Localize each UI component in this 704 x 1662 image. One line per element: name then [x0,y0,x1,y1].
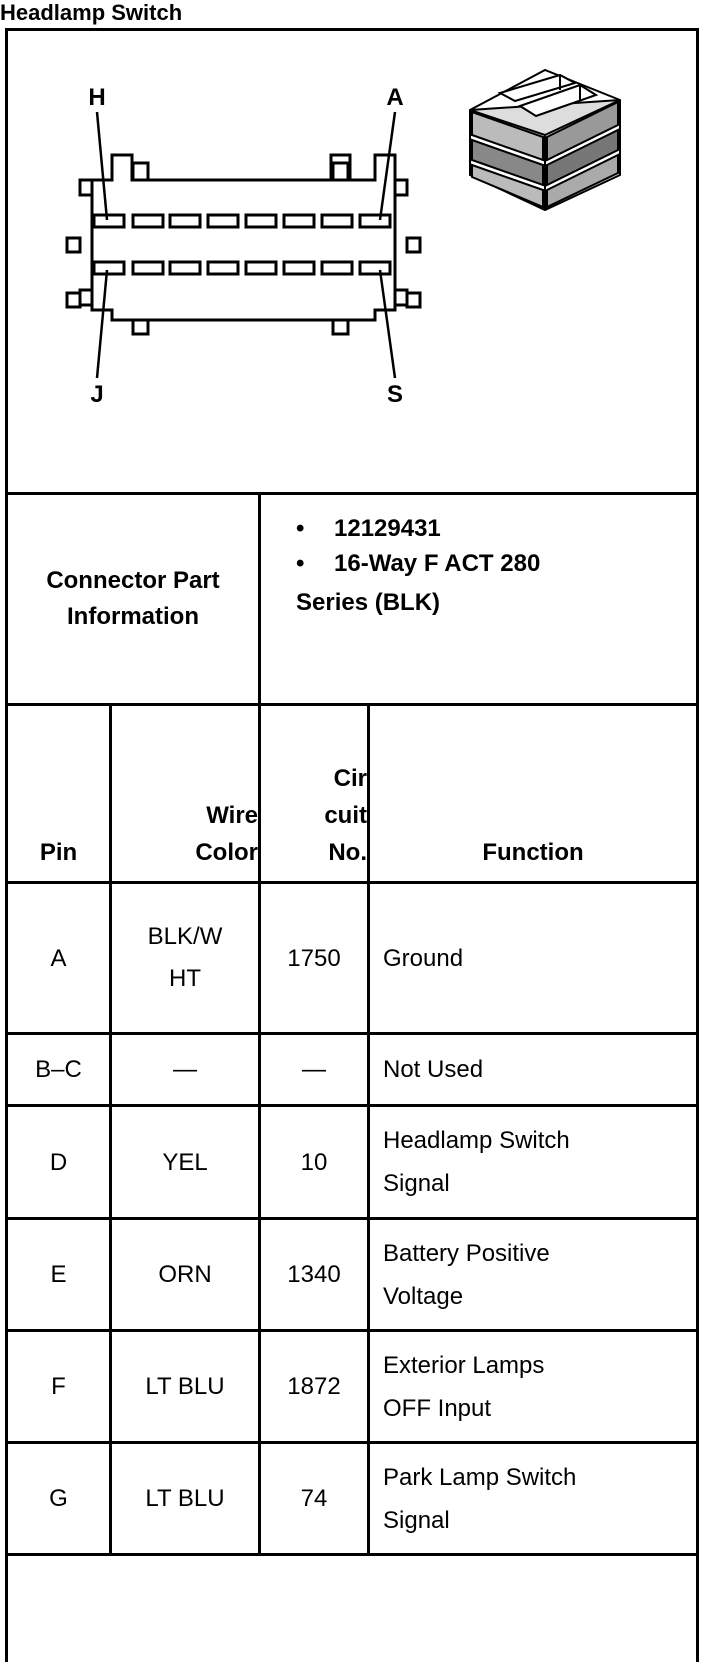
row-bc-circuit: — [302,1056,326,1083]
part-number: 12129431 [334,515,441,542]
header-circuit-line1: Cir [333,765,367,792]
row-a-wire-line1: BLK/W [147,923,223,950]
row-f-pin: F [51,1373,66,1400]
row-f-function [383,1332,693,1441]
cavity [246,215,276,227]
connector-info-label-line1: Connector Part [46,567,220,594]
row-a-wire-line2: HT [169,965,201,992]
row-bc-wire-color: — [173,1056,197,1083]
side-tab [407,293,420,307]
cavity [360,262,390,274]
row-e-function-line2: Voltage [383,1282,464,1310]
row-a-function: Ground [383,944,464,972]
row-d-function-line2: Signal [383,1170,450,1197]
row-g-circuit: 74 [300,1485,328,1512]
header-wire-color-line1: Wire [206,802,258,829]
row-d-function [383,1107,693,1217]
bullet-icon: • [296,550,305,577]
header-pin: Pin [39,839,78,866]
header-circuit-no [261,706,367,881]
cavity [208,262,238,274]
connector-series: Series (BLK) [296,589,441,616]
row-g-function-line1: Park Lamp Switch [383,1463,577,1491]
pin-label-j: J [90,381,104,408]
header-wire-color-line2: Color [195,839,258,866]
cavity [284,262,314,274]
row-d-pin: D [49,1148,68,1176]
row-d-wire-color: YEL [162,1148,208,1176]
connector-isometric-illustration [470,70,620,210]
latch-tab [133,163,148,180]
cavity [133,262,163,274]
side-tab [407,238,420,252]
row-e-function-line1: Battery Positive [383,1239,550,1267]
header-circuit-line2: cuit [324,802,367,829]
description-line [296,549,540,579]
connector-diagram [8,31,696,494]
row-g-function [383,1444,693,1553]
row-a-wire-color [112,884,258,1032]
cavity [94,215,124,227]
row-e-circuit: 1340 [287,1261,341,1288]
row-e-function [383,1220,693,1329]
row-f-function-line1: Exterior Lamps [383,1351,545,1379]
connector-description: 16-Way F ACT 280 [334,550,541,577]
cavity [208,215,238,227]
row-g-wire-color: LT BLU [145,1485,225,1512]
pin-label-s: S [386,381,404,408]
page-title: Headlamp Switch [0,0,183,25]
latch-tab [333,320,348,334]
bullet-icon: • [296,515,305,542]
side-tab [80,180,92,195]
side-tab [80,290,92,305]
side-tab [67,238,80,252]
connector-info-label-line2: Information [67,603,199,630]
cavity [246,262,276,274]
part-number-line [296,514,441,544]
header-function: Function [482,839,584,866]
side-tab [395,290,407,305]
row-f-function-line2: OFF Input [383,1394,492,1422]
row-f-circuit: 1872 [287,1373,341,1400]
row-e-wire-color: ORN [158,1261,212,1288]
row-e-pin: E [50,1261,67,1288]
row-g-function-line2: Signal [383,1506,450,1534]
row-d-circuit: 10 [300,1148,328,1176]
latch-tab [333,163,348,180]
cavity [322,215,352,227]
divider [258,492,261,706]
cavity [133,215,163,227]
cavity [360,215,390,227]
pin-label-h: H [88,84,106,111]
row-a-pin: A [50,944,67,972]
cavity [170,215,200,227]
side-tab [395,180,407,195]
row-bc-function: Not Used [383,1056,484,1083]
row-bc-pin: B–C [35,1056,82,1083]
side-tab [67,293,80,307]
row-d-function-line1: Headlamp Switch [383,1127,570,1154]
pin-label-a: A [386,84,404,111]
row-a-circuit: 1750 [287,944,341,972]
header-circuit-line3: No. [328,839,367,866]
cavity [322,262,352,274]
row-f-wire-color: LT BLU [145,1373,225,1400]
cavity [170,262,200,274]
connector-info-label [8,495,258,703]
cavity [284,215,314,227]
latch-tab [133,320,148,334]
cavity [94,262,124,274]
header-wire-color [112,706,258,881]
row-g-pin: G [49,1485,68,1512]
